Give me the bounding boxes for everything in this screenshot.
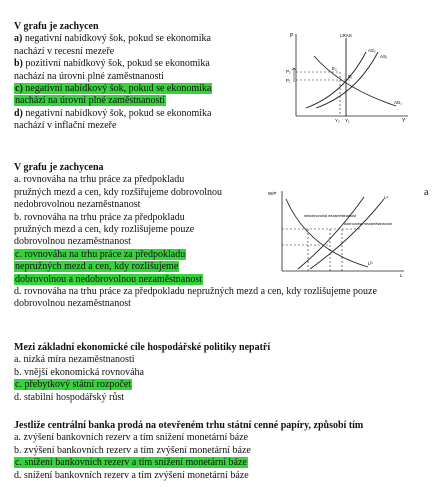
labour-axis-label: L xyxy=(400,273,403,278)
question-1 xyxy=(14,21,212,133)
q4-option-c: c. snížení bankovních rezerv a tím snížení monetární báze xyxy=(15,457,247,469)
q1-option-a-line1: a) negativní nabídkový šok, pokud se ekonomika xyxy=(14,33,211,45)
p2-label: P₂ xyxy=(286,69,291,74)
involuntary-unemployment-label: nedobrovolná nezaměstnanost xyxy=(304,214,356,218)
q1-option-a-line2: nachází v recesní mezeře xyxy=(14,45,115,57)
as-ad-y-label: Y xyxy=(402,118,406,124)
q2-option-a-line1: a. rovnováha na trhu práce za předpokladu xyxy=(14,174,185,186)
ad-label: AD₁ xyxy=(394,100,402,105)
q1-option-b-line2: nachází na úrovni plné zaměstnanosti xyxy=(14,70,164,82)
q2-option-c-line1: c. rovnováha na trhu práce za předpokladu xyxy=(15,248,186,260)
question-4 xyxy=(14,420,363,482)
voluntary-unemployment-label: dobrovolná nezaměstnanost xyxy=(344,222,392,226)
q3-option-b: b. vnější ekonomická rovnováha xyxy=(14,366,144,378)
e1-label: E₁ xyxy=(348,74,353,79)
q3-option-d: d. stabilní hospodářský růst xyxy=(14,391,124,403)
as1-label: AS₁ xyxy=(380,54,388,59)
as-ad-p-label: P xyxy=(290,33,294,39)
y2-label: Y₂ xyxy=(335,118,340,123)
question-1-title: V grafu je zachycen xyxy=(14,21,99,32)
q2-option-b-line1: b. rovnováha na trhu práce za předpokladu xyxy=(14,211,185,223)
question-3 xyxy=(14,342,270,404)
labour-market-graph xyxy=(268,185,410,279)
question-1-options xyxy=(14,33,212,132)
q2-option-b-line2: pružných mezd a cen, kdy rozlišujeme pouze xyxy=(14,224,195,236)
ld-label: Lᴰ xyxy=(368,261,373,266)
q2-option-d-line1: d. rovnováha na trhu práce za předpokladu nepružných mezd a cen, kdy rozlišujeme pouze xyxy=(14,286,377,298)
q1-option-b-line1: b) pozitivní nabídkový šok, pokud se ekonomika xyxy=(14,58,210,70)
y1-label: Y₁ xyxy=(345,118,350,123)
q2-option-c-line3: dobrovolnou a nedobrovolnou nezaměstnanost xyxy=(15,273,202,285)
q2-option-a-line3: nedobrovolnou nezaměstnanost xyxy=(14,199,141,211)
as2-label: AS₂ xyxy=(368,48,376,53)
q3-option-c: c. přebytkový státní rozpočet xyxy=(15,379,132,391)
q2-option-a-line2: pružných mezd a cen, kdy rozšiřujeme dobrovolnou xyxy=(14,186,222,198)
q3-option-a: a. nízká míra nezaměstnanosti xyxy=(14,354,135,366)
wage-axis-label: W/P xyxy=(268,191,277,196)
q1-option-c-line2: nachází na úrovni plné zaměstnanosti xyxy=(15,95,165,107)
question-3-title: Mezi základní ekonomické cíle hospodářské politiky nepatří xyxy=(14,342,271,353)
q2-option-c-line2: nepružných mezd a cen, kdy rozlišujeme xyxy=(15,261,179,273)
ls-label: Lˢ xyxy=(384,195,389,200)
q2-option-d-line2: dobrovolnou nezaměstnanost xyxy=(14,298,131,310)
q1-option-d-line1: d) negativní nabídkový šok, pokud se ekonomika xyxy=(14,107,212,119)
q1-option-c-line1: c) negativní nabídkový šok, pokud se ekonomika xyxy=(15,83,212,95)
as-ad-graph xyxy=(284,28,414,124)
q2-option-b-line3: dobrovolnou nezaměstnanost xyxy=(14,236,131,248)
q4-option-b: b. zvýšení bankovních rezerv a tím zvýšení monetární báze xyxy=(14,444,251,456)
question-4-title: Jestliže centrální banka prodá na otevřeném trhu státní cenné papíry, způsobí tím xyxy=(14,420,364,431)
q4-option-d: d. snížení bankovních rezerv a tím zvýšení monetární báze xyxy=(14,469,249,481)
lras-label: LRAS xyxy=(340,33,352,38)
stray-letter-a: a xyxy=(424,187,429,198)
e2-label: E₂ xyxy=(332,66,337,71)
q4-option-a: a. zvýšení bankovních rezerv a tím snížení monetární báze xyxy=(14,432,249,444)
p1-label: P₁ xyxy=(286,78,291,83)
question-2-title: V grafu je zachycena xyxy=(14,162,104,173)
q1-option-d-line2: nachází v inflační mezeře xyxy=(14,120,117,132)
